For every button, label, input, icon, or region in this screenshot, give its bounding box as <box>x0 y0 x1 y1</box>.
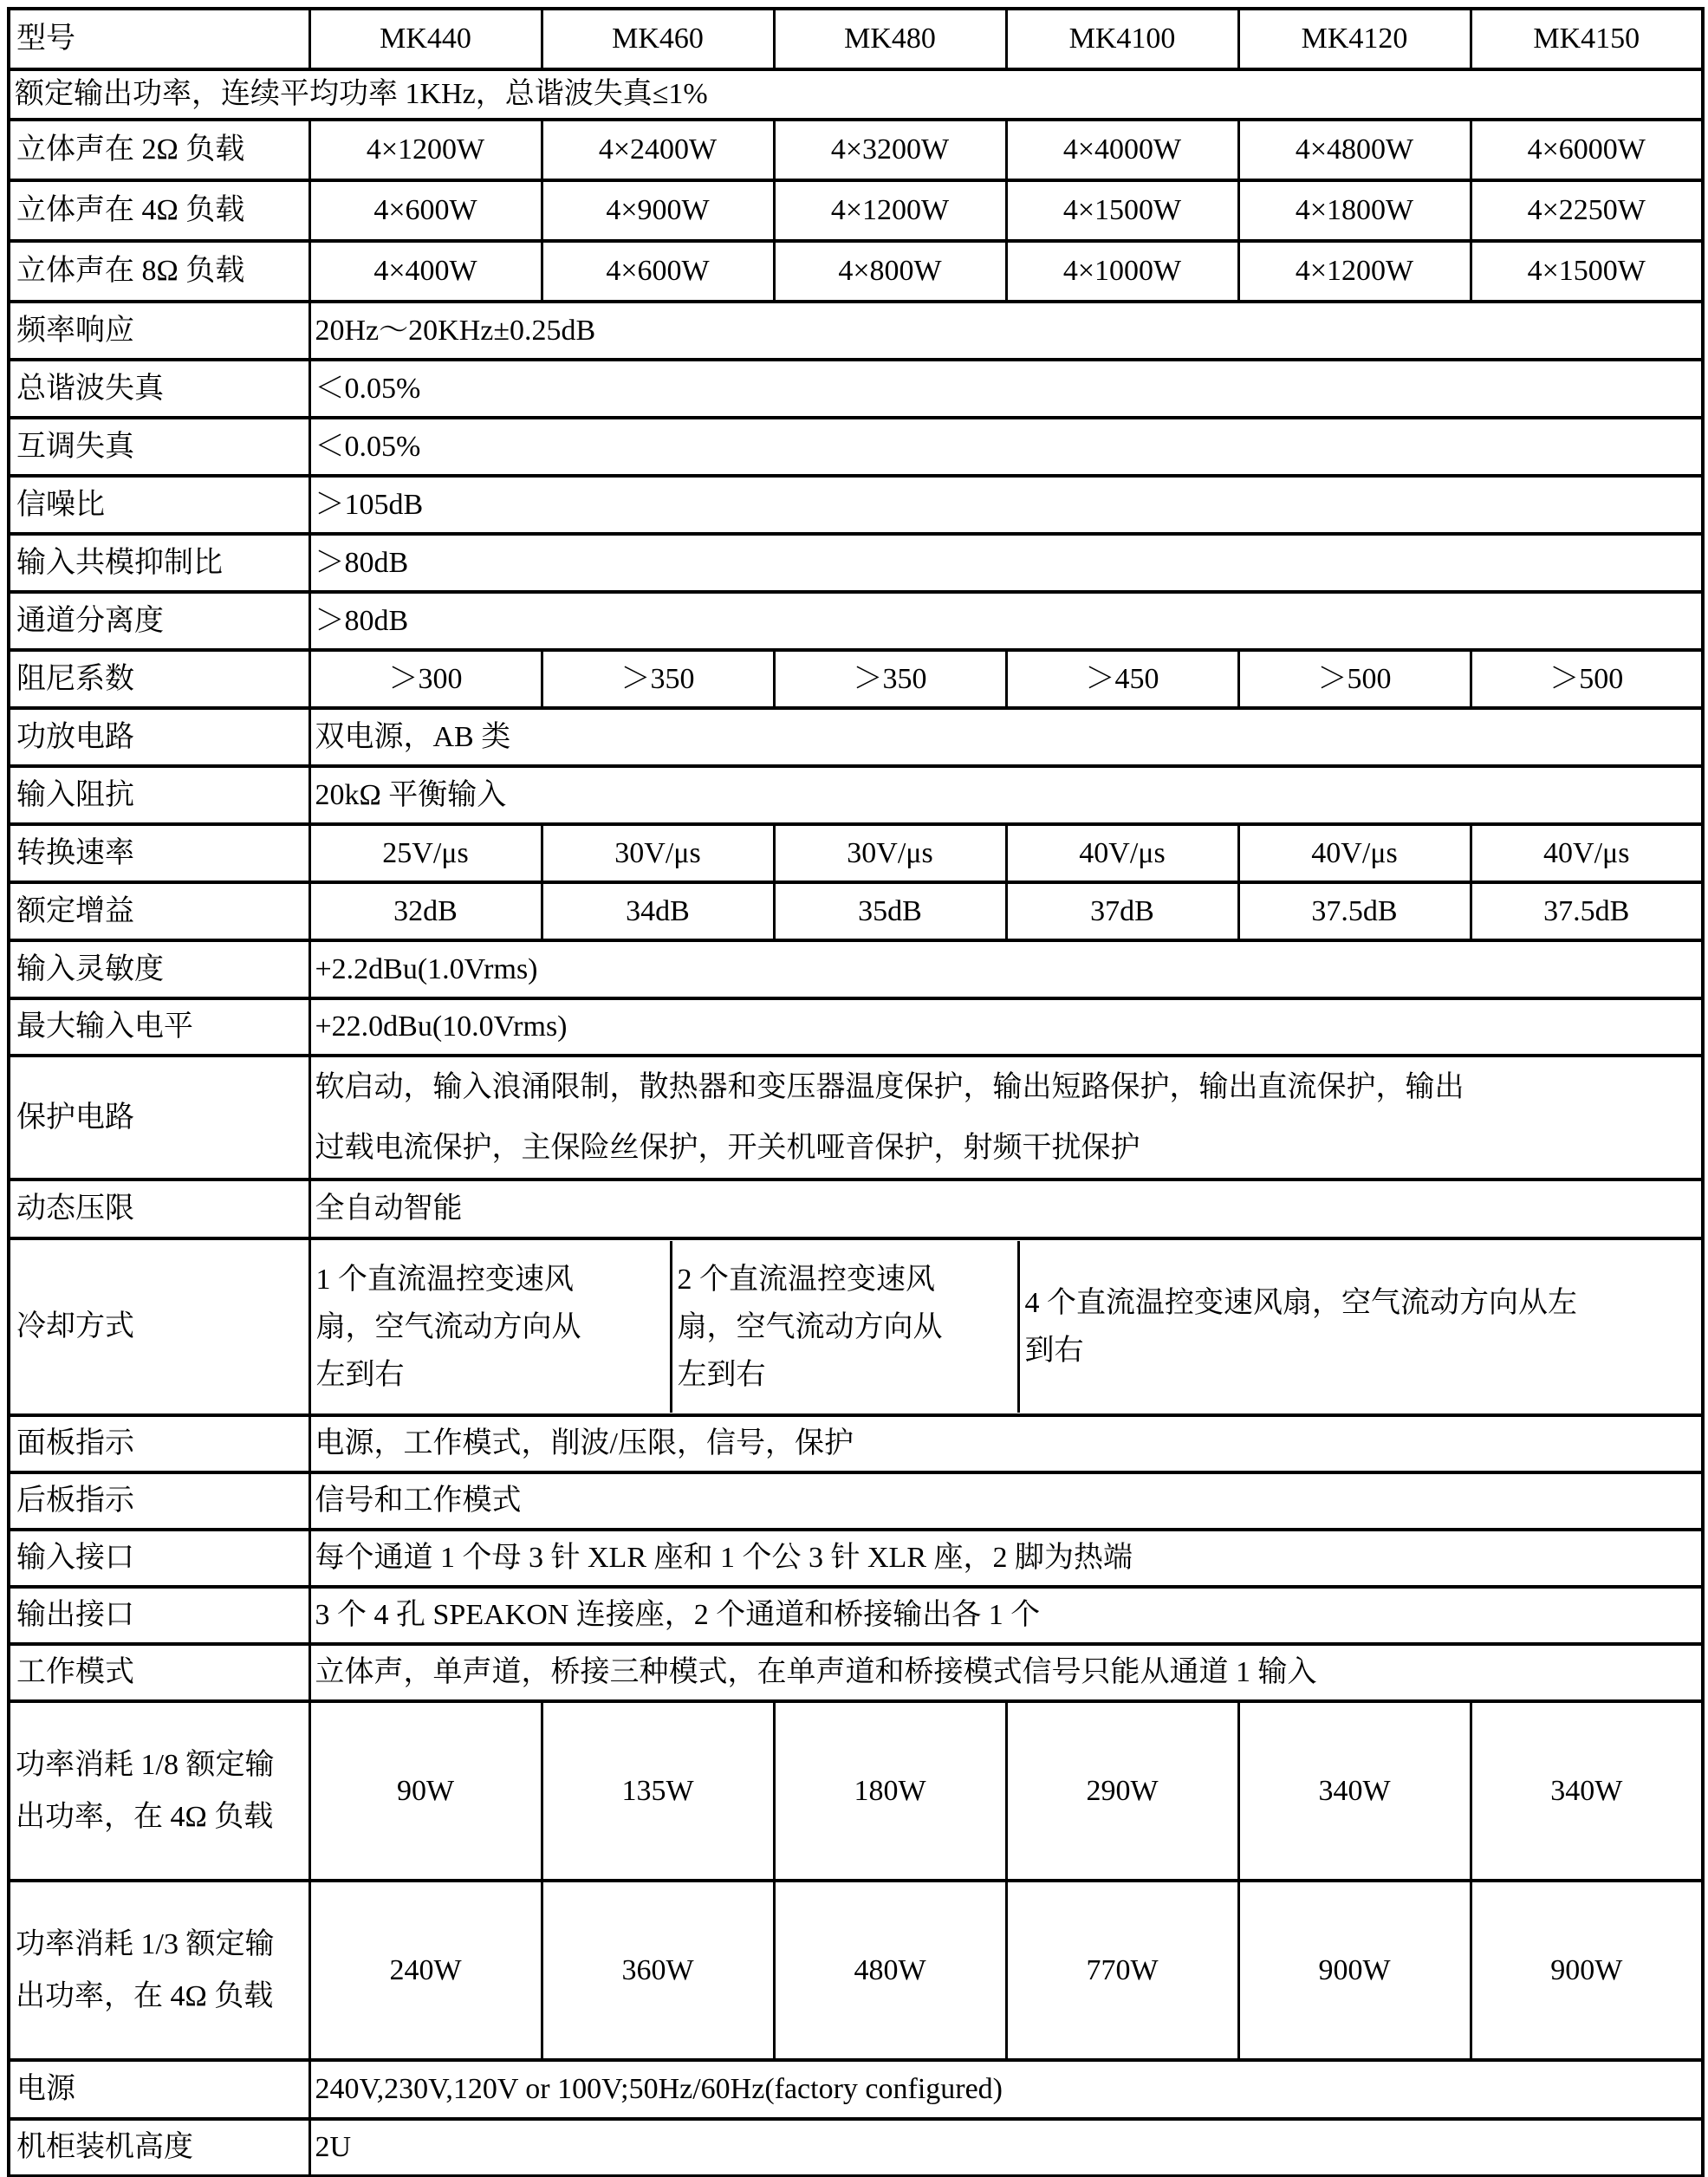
spec-value: 立体声，单声道，桥接三种模式，在单声道和桥接模式信号只能从通道 1 输入 <box>309 1644 1703 1701</box>
cooling-cells <box>309 1238 1703 1415</box>
spec-value: 32dB <box>309 882 542 940</box>
spec-value: ＜0.05% <box>309 360 1703 418</box>
row-label: 频率响应 <box>9 302 309 360</box>
row-mains-supply <box>9 2060 1703 2119</box>
spec-value: ＞80dB <box>309 592 1703 650</box>
row-label: 电源 <box>9 2060 309 2119</box>
row-cmrr <box>9 534 1703 592</box>
row-label: 信噪比 <box>9 476 309 534</box>
spec-value: 25V/μs <box>309 824 542 882</box>
row-label: 立体声在 8Ω 负载 <box>9 241 309 302</box>
spec-value: 30V/μs <box>774 824 1006 882</box>
spec-value: ＞105dB <box>309 476 1703 534</box>
row-label: 立体声在 2Ω 负载 <box>9 120 309 180</box>
spec-value: 37.5dB <box>1471 882 1703 940</box>
spec-value: 信号和工作模式 <box>309 1472 1703 1530</box>
row-label: 通道分离度 <box>9 592 309 650</box>
row-label: 工作模式 <box>9 1644 309 1701</box>
spec-value: 4×3200W <box>774 120 1006 180</box>
spec-value: ＜0.05% <box>309 418 1703 476</box>
cooling-cell <box>672 1241 1020 1413</box>
model-name: MK4100 <box>1006 9 1238 69</box>
spec-value: 40V/μs <box>1238 824 1471 882</box>
spec-value: 360W <box>542 1881 774 2060</box>
cooling-text: 2 个直流温控变速风扇，空气流动方向从左到右 <box>677 1263 943 1391</box>
spec-value: ＞350 <box>774 650 1006 708</box>
row-stereo-2ohm <box>9 120 1703 180</box>
spec-value: 340W <box>1238 1701 1471 1881</box>
protection-text: 软启动，输入浪涌限制，散热器和变压器温度保护，输出短路保护，输出直流保护，输出过载电流保护，主保险丝保护，开关机哑音保护，射频干扰保护 <box>315 1071 1464 1164</box>
spec-value: 900W <box>1238 1881 1471 2060</box>
cooling-cell <box>311 1241 672 1413</box>
spec-value: 全自动智能 <box>309 1179 1703 1238</box>
row-label: 转换速率 <box>9 824 309 882</box>
model-name: MK4150 <box>1471 9 1703 69</box>
spec-value: 4×4800W <box>1238 120 1471 180</box>
row-label: 输入接口 <box>9 1530 309 1587</box>
cooling-text: 4 个直流温控变速风扇，空气流动方向从左到右 <box>1024 1287 1577 1368</box>
spec-value: 40V/μs <box>1006 824 1238 882</box>
row-label: 冷却方式 <box>9 1238 309 1415</box>
rated-power-note: 额定输出功率，连续平均功率 1KHz，总谐波失真≤1% <box>9 69 1703 120</box>
row-label: 阻尼系数 <box>9 650 309 708</box>
model-name: MK4120 <box>1238 9 1471 69</box>
row-label-model: 型号 <box>9 9 309 69</box>
spec-value: 3 个 4 孔 SPEAKON 连接座，2 个通道和桥接输出各 1 个 <box>309 1587 1703 1644</box>
spec-value: 4×4000W <box>1006 120 1238 180</box>
spec-value: ＞450 <box>1006 650 1238 708</box>
row-snr <box>9 476 1703 534</box>
spec-value: ＞80dB <box>309 534 1703 592</box>
spec-value: 40V/μs <box>1471 824 1703 882</box>
spec-value: 290W <box>1006 1701 1238 1881</box>
spec-value: 4×800W <box>774 241 1006 302</box>
row-input-sensitivity <box>9 940 1703 998</box>
row-label: 立体声在 4Ω 负载 <box>9 180 309 241</box>
spec-value: 4×1500W <box>1471 241 1703 302</box>
spec-value: 34dB <box>542 882 774 940</box>
spec-value: 4×900W <box>542 180 774 241</box>
spec-value: 4×1200W <box>1238 241 1471 302</box>
row-cooling <box>9 1238 1703 1415</box>
row-imd <box>9 418 1703 476</box>
spec-value: +2.2dBu(1.0Vrms) <box>309 940 1703 998</box>
spec-value: 4×1200W <box>309 120 542 180</box>
spec-value: 30V/μs <box>542 824 774 882</box>
row-label: 最大输入电平 <box>9 998 309 1056</box>
row-dynamic-limiter <box>9 1179 1703 1238</box>
row-label: 面板指示 <box>9 1415 309 1472</box>
row-label: 额定增益 <box>9 882 309 940</box>
spec-value: 双电源，AB 类 <box>309 708 1703 766</box>
row-stereo-8ohm <box>9 241 1703 302</box>
row-label: 后板指示 <box>9 1472 309 1530</box>
row-input-connectors <box>9 1530 1703 1587</box>
spec-value: 4×1200W <box>774 180 1006 241</box>
spec-value: 4×6000W <box>1471 120 1703 180</box>
row-damping-factor <box>9 650 1703 708</box>
spec-value: 20Hz～20KHz±0.25dB <box>309 302 1703 360</box>
spec-value: 240W <box>309 1881 542 2060</box>
model-name: MK440 <box>309 9 542 69</box>
row-output-connectors <box>9 1587 1703 1644</box>
spec-value: 4×600W <box>309 180 542 241</box>
spec-value: 37.5dB <box>1238 882 1471 940</box>
spec-value: 4×2250W <box>1471 180 1703 241</box>
row-protection <box>9 1056 1703 1179</box>
spec-value: +22.0dBu(10.0Vrms) <box>309 998 1703 1056</box>
spec-value: 240V,230V,120V or 100V;50Hz/60Hz(factory configured) <box>309 2060 1703 2119</box>
row-thd <box>9 360 1703 418</box>
spec-value: 37dB <box>1006 882 1238 940</box>
spec-value: 180W <box>774 1701 1006 1881</box>
row-power-consumption-eighth <box>9 1701 1703 1881</box>
spec-value: 4×2400W <box>542 120 774 180</box>
row-label: 输入阻抗 <box>9 766 309 824</box>
row-max-input-level <box>9 998 1703 1056</box>
row-rear-panel-indicators <box>9 1472 1703 1530</box>
row-label: 输入共模抑制比 <box>9 534 309 592</box>
row-slew-rate <box>9 824 1703 882</box>
model-name: MK480 <box>774 9 1006 69</box>
spec-value: 20kΩ 平衡输入 <box>309 766 1703 824</box>
row-frequency-response <box>9 302 1703 360</box>
spec-value: ＞300 <box>309 650 542 708</box>
row-label: 功率消耗 1/8 额定输出功率，在 4Ω 负载 <box>9 1701 309 1881</box>
spec-value: 35dB <box>774 882 1006 940</box>
amplifier-spec-table <box>7 7 1705 2177</box>
spec-value: 480W <box>774 1881 1006 2060</box>
spec-value: 4×600W <box>542 241 774 302</box>
spec-value: ＞500 <box>1471 650 1703 708</box>
row-label: 功放电路 <box>9 708 309 766</box>
model-name: MK460 <box>542 9 774 69</box>
row-label: 总谐波失真 <box>9 360 309 418</box>
row-operating-modes <box>9 1644 1703 1701</box>
spec-value: 2U <box>309 2119 1703 2176</box>
spec-value: ＞500 <box>1238 650 1471 708</box>
cooling-cell-group <box>311 1241 1702 1413</box>
spec-value: 770W <box>1006 1881 1238 2060</box>
cooling-cell <box>1020 1241 1702 1413</box>
spec-value: 4×400W <box>309 241 542 302</box>
spec-value: 电源，工作模式，削波/压限，信号，保护 <box>309 1415 1703 1472</box>
row-label: 输入灵敏度 <box>9 940 309 998</box>
row-label: 输出接口 <box>9 1587 309 1644</box>
cooling-text: 1 个直流温控变速风扇，空气流动方向从左到右 <box>315 1263 581 1391</box>
row-stereo-4ohm <box>9 180 1703 241</box>
spec-value: 135W <box>542 1701 774 1881</box>
row-label: 功率消耗 1/3 额定输出功率，在 4Ω 负载 <box>9 1881 309 2060</box>
spec-value: ＞350 <box>542 650 774 708</box>
spec-value: 90W <box>309 1701 542 1881</box>
row-label: 保护电路 <box>9 1056 309 1179</box>
row-label: 互调失真 <box>9 418 309 476</box>
spec-value: 340W <box>1471 1701 1703 1881</box>
spec-value: 每个通道 1 个母 3 针 XLR 座和 1 个公 3 针 XLR 座，2 脚为热端 <box>309 1530 1703 1587</box>
row-label: 机柜装机高度 <box>9 2119 309 2176</box>
row-front-panel-indicators <box>9 1415 1703 1472</box>
spec-value: 4×1800W <box>1238 180 1471 241</box>
row-power-consumption-third <box>9 1881 1703 2060</box>
spec-value: 900W <box>1471 1881 1703 2060</box>
row-rack-height <box>9 2119 1703 2176</box>
row-amplifier-circuit <box>9 708 1703 766</box>
row-input-impedance <box>9 766 1703 824</box>
spec-value <box>309 1056 1703 1179</box>
row-rated-power-note <box>9 69 1703 120</box>
row-model-header <box>9 9 1703 69</box>
row-label: 动态压限 <box>9 1179 309 1238</box>
spec-value: 4×1500W <box>1006 180 1238 241</box>
row-channel-separation <box>9 592 1703 650</box>
row-rated-gain <box>9 882 1703 940</box>
spec-value: 4×1000W <box>1006 241 1238 302</box>
